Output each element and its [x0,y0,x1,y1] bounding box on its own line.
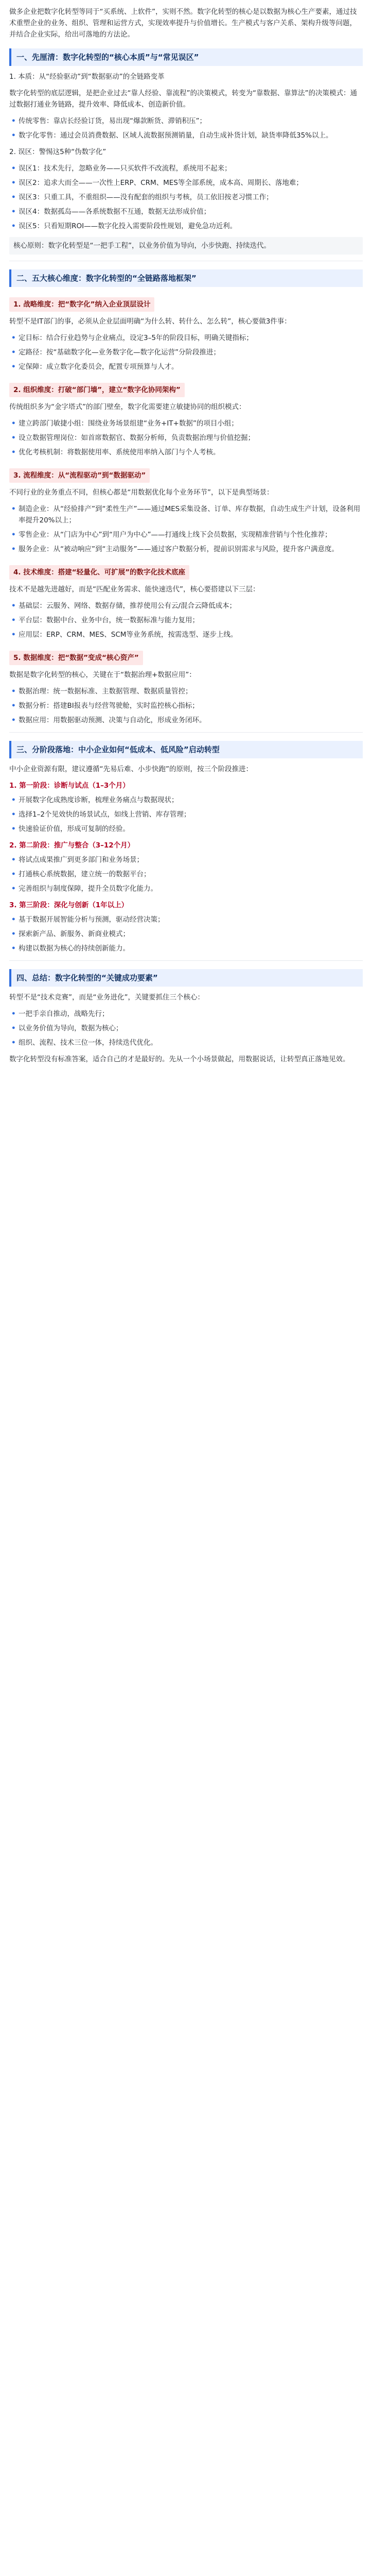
section-divider [9,960,363,961]
bullet-list [9,914,363,954]
section [9,269,363,733]
bullet-item: • 将试点成果推广到更多部门和业务场景； [9,854,363,866]
bullet-item: • 设立数据管理岗位：如首席数据官、数据分析师，负责数据治理与价值挖掘； [9,432,363,444]
bullet-item: • 传统零售：靠店长经验订货，易出现“爆款断货、滞销积压”； [9,115,363,127]
bullet-list [9,163,363,232]
bullet-item: • 定目标：结合行业趋势与企业痛点，设定3–5年的阶段目标，明确关键指标； [9,332,363,344]
bullet-item: • 优化考核机制：将数据使用率、系统使用率纳入部门与个人考核。 [9,447,363,458]
bullet-item: • 打通核心系统数据，建立统一的数据平台； [9,869,363,880]
bullet-item: • 数字化零售：通过会员消费数据、区域人流数据预测销量，自动生成补货计划，缺货率降低35%以上。 [9,130,363,141]
bullet-item: • 误区3：只重工具，不重组织——没有配套的组织与考核，员工依旧按老习惯工作； [9,192,363,203]
paragraph: 2. 误区：警惕这5种“伪数字化” [9,148,107,156]
subsection-title: 5. 数据维度：把“数据”变成“核心资产” [9,651,143,665]
bullet-list [9,1008,363,1048]
bullet-list [9,418,363,458]
paragraph: 转型不是IT部门的事，必须从企业层面明确“为什么转、转什么、怎么转”，核心要做3件事： [9,317,291,326]
callout: 核心原则：数字化转型是“一把手工程”，以业务价值为导向，小步快跑、持续迭代。 [9,237,363,255]
paragraph: 1. 本质：从“经验驱动”到“数据驱动”的全链路变革 [9,73,165,81]
bullet-item: • 服务企业：从“被动响应”到“主动服务”——通过客户数据分析，提前识别需求与风险，提升客户满意度。 [9,544,363,555]
bullet-item: • 构建以数据为核心的持续创新能力。 [9,943,363,954]
paragraph: 不同行业的业务重点不同，但核心都是“用数据优化每个业务环节”，以下是典型场景： [9,488,274,497]
paragraph: 数字化转型没有标准答案，适合自己的才是最好的。先从一个小场景做起，用数据说话，让转型真正落地见效。 [9,1055,350,1063]
subsection-title: 4. 技术维度：搭建“轻量化、可扩展”的数字化技术底座 [9,565,189,580]
bullet-item: • 快速验证价值，形成可复制的经验。 [9,823,363,835]
section [9,741,363,961]
paragraph: 数字化转型的底层逻辑，是把企业过去“靠人经验、靠流程”的决策模式，转变为“靠数据、靠算法”的决策模式：通过数据打通业务链路，提升效率、降低成本、创造新价值。 [9,89,357,109]
section-title: 四、总结：数字化转型的“关键成功要素” [9,969,363,987]
intro [9,6,363,40]
bullet-item: • 组织、流程、技术三位一体，持续迭代优化。 [9,1037,363,1048]
section [9,969,363,1065]
bullet-list [9,794,363,835]
bullet-item: • 平台层：数据中台、业务中台，统一数据标准与能力复用； [9,615,363,626]
bullet-list [9,115,363,141]
bullet-item: • 零售企业：从“门店为中心”到“用户为中心”——打通线上线下会员数据，实现精准营销与个性化推荐； [9,529,363,540]
paragraph: 中小企业资源有限，建议遵循“先易后难、小步快跑”的原则，按三个阶段推进： [9,765,253,773]
section-title: 三、分阶段落地：中小企业如何“低成本、低风险”启动转型 [9,741,363,758]
bullet-item: • 数据应用：用数据驱动预测、决策与自动化，形成业务闭环。 [9,715,363,726]
subsection-title: 3. 流程维度：从“流程驱动”到“数据驱动” [9,468,150,483]
section-title: 二、五大核心维度：数字化转型的“全链路落地框架” [9,269,363,287]
bullet-item: • 开展数字化成熟度诊断，梳理业务痛点与数据现状； [9,794,363,806]
bullet-item: • 定保障：成立数字化委员会，配置专项预算与人才。 [9,361,363,372]
bullet-item: • 以业务价值为导向，数据为核心； [9,1023,363,1034]
bullet-item: • 应用层：ERP、CRM、MES、SCM等业务系统，按需选型、逐步上线。 [9,629,363,640]
step-title: 1. 第一阶段：诊断与试点（1–3个月） [9,782,130,790]
bullet-list [9,686,363,726]
section-title: 一、先厘清：数字化转型的“核心本质”与“常见误区” [9,48,363,66]
subsection-title: 1. 战略维度：把“数字化”纳入企业顶层设计 [9,297,154,312]
sections [9,48,363,1065]
bullet-item: • 定路径：按“基础数字化—业务数字化—数字化运营”分阶段推进； [9,347,363,358]
bullet-item: • 一把手亲自推动，战略先行； [9,1008,363,1020]
bullet-item: • 基础层：云服务、网络、数据存储，推荐使用公有云/混合云降低成本； [9,600,363,612]
bullet-item: • 数据治理：统一数据标准、主数据管理、数据质量管控； [9,686,363,697]
section-divider [9,732,363,733]
paragraph: 转型不是“技术竞赛”，而是“业务进化”，关键要抓住三个核心： [9,993,204,1002]
intro-paragraph: 做多企业把数字化转型等同于“买系统、上软件”，实则不然。数字化转型的核心是以数据为核心生产要素，通过技术重塑企业的业务、组织、管理和运营方式，实现效率提升与价值增长。生产模式与客户关系、架构升级等问题，并结合企业实际，给出可落地的方法论。 [9,8,357,39]
bullet-item: • 制造企业：从“经验排产”到“柔性生产”——通过MES采集设备、订单、库存数据，自动生成生产计划，设备利用率提升20%以上； [9,503,363,526]
bullet-list [9,332,363,372]
bullet-list [9,503,363,555]
step-title: 2. 第二阶段：推广与整合（3–12个月） [9,841,135,850]
article [0,0,372,1080]
bullet-item: • 完善组织与制度保障，提升全员数字化能力。 [9,883,363,894]
bullet-item: • 误区1：技术先行，忽略业务——只买软件不改流程，系统用不起来； [9,163,363,174]
bullet-list [9,600,363,640]
bullet-item: • 探索新产品、新服务、新商业模式； [9,928,363,940]
section [9,48,363,261]
bullet-item: • 建立跨部门敏捷小组：围绕业务场景组建“业务+IT+数据”的项目小组； [9,418,363,429]
paragraph: 数据是数字化转型的核心，关键在于“数据治理+数据应用”： [9,671,196,679]
bullet-item: • 误区4：数据孤岛——各系统数据不互通，数据无法形成价值； [9,206,363,217]
bullet-item: • 数据分析：搭建BI报表与经营驾驶舱，实时监控核心指标； [9,700,363,711]
paragraph: 传统组织多为“金字塔式”的部门壁垒，数字化需要建立敏捷协同的组织模式： [9,403,246,411]
bullet-list [9,854,363,894]
bullet-item: • 误区5：只看短期ROI——数字化投入需要阶段性规划，避免急功近利。 [9,221,363,232]
step-title: 3. 第三阶段：深化与创新（1年以上） [9,901,129,909]
bullet-item: • 选择1–2个见效快的场景试点，如线上营销、库存管理； [9,809,363,820]
paragraph: 技术不是越先进越好，而是“匹配业务需求、能快速迭代”，核心要搭建以下三层： [9,585,260,594]
subsection-title: 2. 组织维度：打破“部门墙”，建立“数字化协同架构” [9,383,185,397]
bullet-item: • 基于数据开展智能分析与预测，驱动经营决策； [9,914,363,925]
bullet-item: • 误区2：追求大而全——一次性上ERP、CRM、MES等全部系统，成本高、周期长、落地难； [9,177,363,189]
